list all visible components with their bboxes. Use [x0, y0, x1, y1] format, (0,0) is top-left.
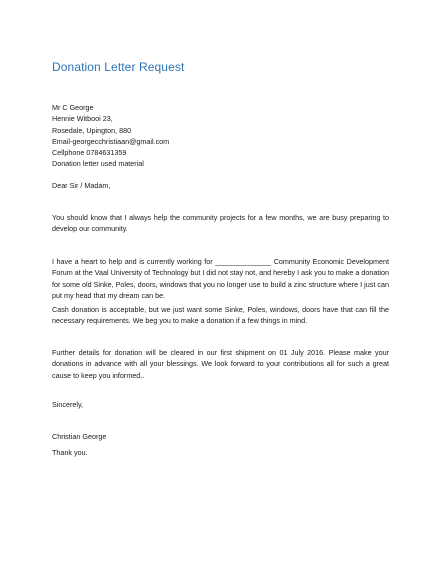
paragraph-details: Further details for donation will be cleared in our first shipment on 01 July 2016. Please make your donations in advance with all your blessings. We look forward to your contributions all for such a great cause to keep you informed..: [52, 348, 389, 380]
signer-name: Christian George: [52, 432, 107, 441]
sender-phone: Cellphone 0784631359: [52, 148, 127, 158]
paragraph-request: I have a heart to help and is currently working for ______________ Community Economic Development Forum at the Vaal University of Technology but I did not stay not, and hereby I ask you to make a donation for some old Sinke, Poles, doors, windows that you no longer use to build a zinc structure where I just can put my head that my dream can be.: [52, 257, 389, 300]
salutation: Dear Sir / Madam,: [52, 181, 111, 190]
sender-street: Hennie Witbooi 23,: [52, 114, 113, 124]
paragraph-cash-donation: Cash donation is acceptable, but we just want some Sinke, Poles, windows, doors have that can fill the necessary requirements. We beg you to make a donation if a few things in mind.: [52, 305, 389, 326]
letter-subject: Donation letter used material: [52, 159, 144, 169]
sender-name: Mr C George: [52, 103, 94, 112]
letter-title: Donation Letter Request: [52, 60, 185, 74]
sender-address-block: [52, 102, 389, 170]
thank-you-line: Thank you.: [52, 448, 88, 457]
paragraph-intro: You should know that I always help the community projects for a few months, we are busy preparing to develop our community.: [52, 213, 389, 234]
sender-city: Rosedale, Upington, 880: [52, 125, 132, 135]
sender-email: Email-georgecchristiaan@gmail.com: [52, 136, 170, 146]
closing: Sincerely,: [52, 400, 84, 409]
